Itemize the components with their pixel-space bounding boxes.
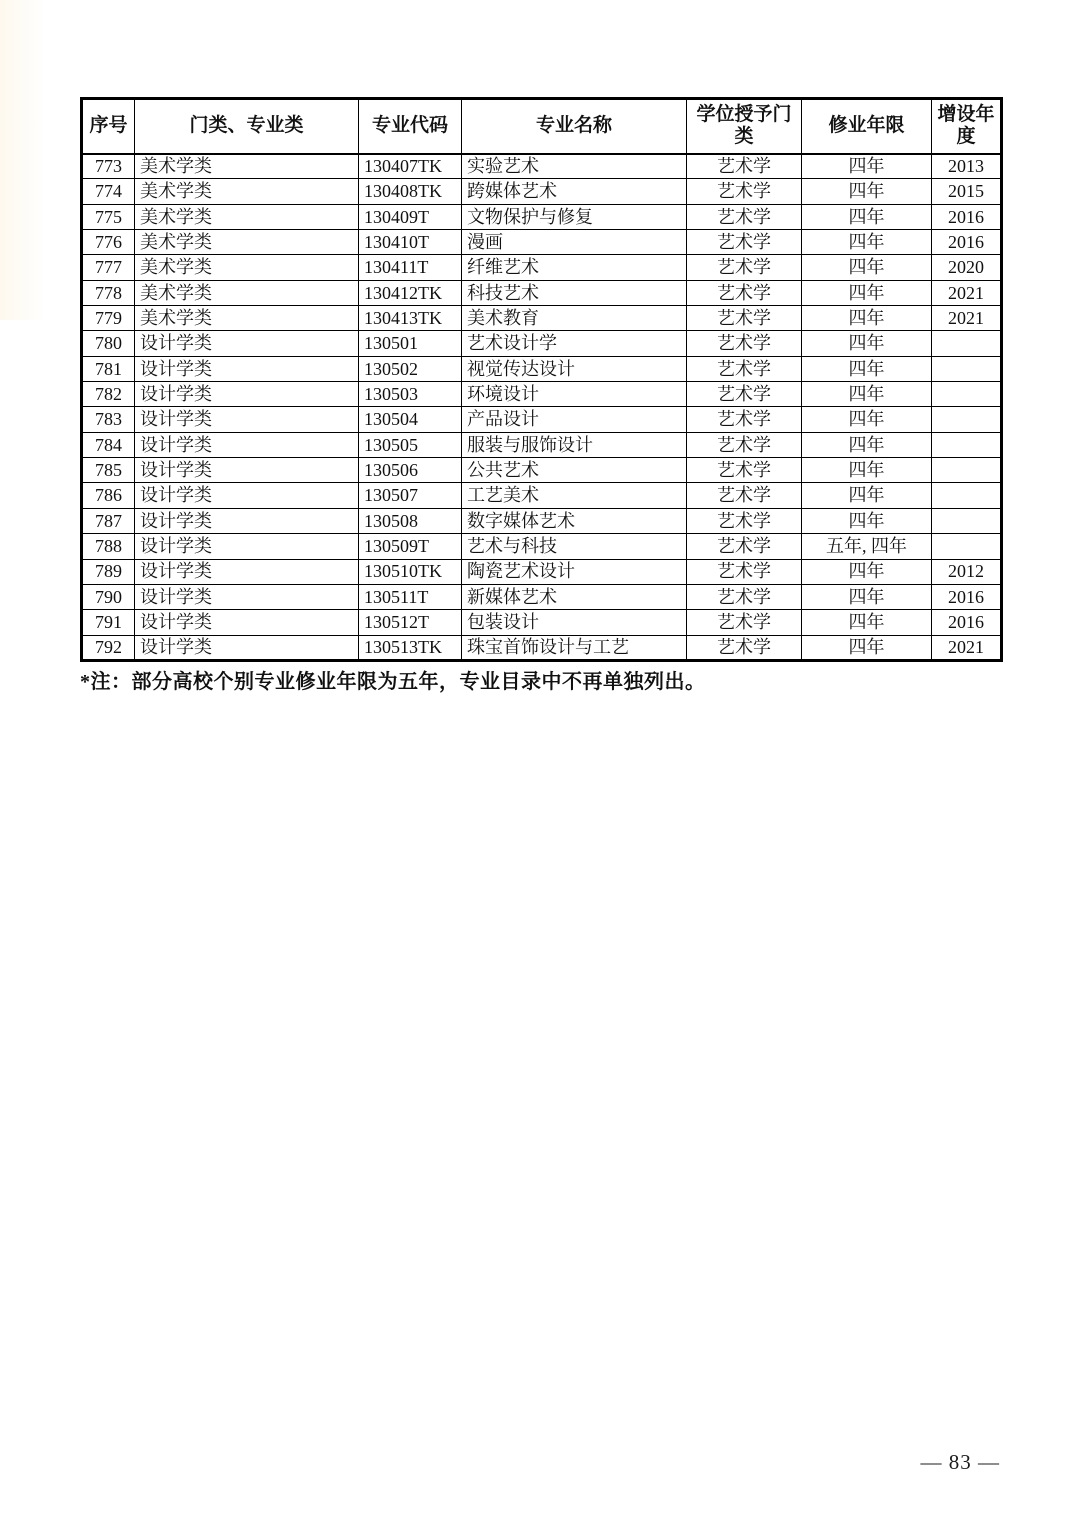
cell-degree: 艺术学 — [687, 432, 802, 457]
cell-code: 130504 — [359, 407, 462, 432]
cell-name: 公共艺术 — [462, 458, 687, 483]
cell-code: 130407TK — [359, 154, 462, 179]
table-header-row — [82, 99, 1002, 154]
table-row — [82, 534, 1002, 559]
cell-category: 设计学类 — [135, 534, 359, 559]
cell-category: 设计学类 — [135, 610, 359, 635]
cell-category: 设计学类 — [135, 382, 359, 407]
cell-degree: 艺术学 — [687, 508, 802, 533]
header-serial: 序号 — [82, 99, 135, 154]
cell-name: 艺术设计学 — [462, 331, 687, 356]
header-code: 专业代码 — [359, 99, 462, 154]
cell-code: 130505 — [359, 432, 462, 457]
cell-code: 130503 — [359, 382, 462, 407]
cell-no: 789 — [82, 559, 135, 584]
majors-table — [80, 97, 1003, 662]
cell-years: 四年 — [802, 407, 932, 432]
cell-years: 四年 — [802, 508, 932, 533]
cell-code: 130408TK — [359, 179, 462, 204]
header-year-added: 增设年度 — [932, 99, 1002, 154]
cell-year: 2016 — [932, 204, 1002, 229]
cell-year — [932, 483, 1002, 508]
cell-code: 130413TK — [359, 306, 462, 331]
cell-name: 服装与服饰设计 — [462, 432, 687, 457]
cell-years: 四年 — [802, 306, 932, 331]
header-years: 修业年限 — [802, 99, 932, 154]
cell-years: 四年 — [802, 382, 932, 407]
cell-name: 美术教育 — [462, 306, 687, 331]
cell-code: 130507 — [359, 483, 462, 508]
cell-name: 视觉传达设计 — [462, 356, 687, 381]
cell-year — [932, 508, 1002, 533]
cell-years: 四年 — [802, 584, 932, 609]
table-row — [82, 559, 1002, 584]
footnote: *注：部分高校个别专业修业年限为五年，专业目录中不再单独列出。 — [80, 671, 706, 693]
cell-year: 2013 — [932, 154, 1002, 179]
cell-code: 130508 — [359, 508, 462, 533]
cell-degree: 艺术学 — [687, 356, 802, 381]
cell-no: 778 — [82, 280, 135, 305]
cell-degree: 艺术学 — [687, 382, 802, 407]
cell-name: 产品设计 — [462, 407, 687, 432]
cell-years: 四年 — [802, 458, 932, 483]
cell-category: 设计学类 — [135, 432, 359, 457]
cell-years: 四年 — [802, 483, 932, 508]
table-row — [82, 635, 1002, 660]
cell-code: 130510TK — [359, 559, 462, 584]
cell-degree: 艺术学 — [687, 584, 802, 609]
cell-years: 四年 — [802, 559, 932, 584]
cell-year: 2015 — [932, 179, 1002, 204]
cell-no: 776 — [82, 230, 135, 255]
cell-years: 五年, 四年 — [802, 534, 932, 559]
cell-year: 2020 — [932, 255, 1002, 280]
cell-degree: 艺术学 — [687, 610, 802, 635]
cell-no: 791 — [82, 610, 135, 635]
cell-code: 130509T — [359, 534, 462, 559]
cell-code: 130513TK — [359, 635, 462, 660]
cell-year: 2016 — [932, 610, 1002, 635]
cell-category: 设计学类 — [135, 458, 359, 483]
table-row — [82, 306, 1002, 331]
cell-code: 130412TK — [359, 280, 462, 305]
cell-degree: 艺术学 — [687, 255, 802, 280]
table-row — [82, 255, 1002, 280]
header-name: 专业名称 — [462, 99, 687, 154]
header-degree: 学位授予门类 — [687, 99, 802, 154]
cell-name: 科技艺术 — [462, 280, 687, 305]
cell-year: 2012 — [932, 559, 1002, 584]
cell-no: 785 — [82, 458, 135, 483]
cell-years: 四年 — [802, 610, 932, 635]
cell-code: 130502 — [359, 356, 462, 381]
table-row — [82, 154, 1002, 179]
cell-name: 跨媒体艺术 — [462, 179, 687, 204]
table-row — [82, 331, 1002, 356]
cell-years: 四年 — [802, 154, 932, 179]
cell-category: 美术学类 — [135, 306, 359, 331]
cell-name: 文物保护与修复 — [462, 204, 687, 229]
table-row — [82, 610, 1002, 635]
table-row — [82, 584, 1002, 609]
cell-category: 设计学类 — [135, 483, 359, 508]
cell-category: 设计学类 — [135, 356, 359, 381]
cell-name: 工艺美术 — [462, 483, 687, 508]
cell-no: 784 — [82, 432, 135, 457]
table-row — [82, 204, 1002, 229]
cell-year: 2016 — [932, 230, 1002, 255]
cell-code: 130409T — [359, 204, 462, 229]
cell-degree: 艺术学 — [687, 331, 802, 356]
cell-degree: 艺术学 — [687, 635, 802, 660]
cell-name: 新媒体艺术 — [462, 584, 687, 609]
table-row — [82, 230, 1002, 255]
cell-category: 美术学类 — [135, 179, 359, 204]
cell-degree: 艺术学 — [687, 306, 802, 331]
cell-no: 775 — [82, 204, 135, 229]
table-row — [82, 179, 1002, 204]
cell-category: 设计学类 — [135, 331, 359, 356]
cell-years: 四年 — [802, 255, 932, 280]
cell-code: 130411T — [359, 255, 462, 280]
cell-degree: 艺术学 — [687, 280, 802, 305]
cell-degree: 艺术学 — [687, 204, 802, 229]
cell-name: 陶瓷艺术设计 — [462, 559, 687, 584]
cell-no: 788 — [82, 534, 135, 559]
cell-name: 漫画 — [462, 230, 687, 255]
cell-year — [932, 407, 1002, 432]
table-row — [82, 382, 1002, 407]
table-body — [82, 154, 1002, 661]
cell-category: 美术学类 — [135, 280, 359, 305]
cell-degree: 艺术学 — [687, 179, 802, 204]
cell-no: 773 — [82, 154, 135, 179]
cell-category: 设计学类 — [135, 559, 359, 584]
cell-category: 设计学类 — [135, 584, 359, 609]
cell-degree: 艺术学 — [687, 458, 802, 483]
cell-no: 779 — [82, 306, 135, 331]
cell-code: 130501 — [359, 331, 462, 356]
cell-no: 783 — [82, 407, 135, 432]
cell-year: 2021 — [932, 635, 1002, 660]
cell-degree: 艺术学 — [687, 534, 802, 559]
cell-code: 130512T — [359, 610, 462, 635]
cell-years: 四年 — [802, 280, 932, 305]
table-row — [82, 356, 1002, 381]
cell-no: 792 — [82, 635, 135, 660]
cell-degree: 艺术学 — [687, 559, 802, 584]
cell-degree: 艺术学 — [687, 407, 802, 432]
scan-edge-tint — [0, 0, 46, 320]
cell-category: 美术学类 — [135, 230, 359, 255]
cell-name: 艺术与科技 — [462, 534, 687, 559]
cell-year: 2021 — [932, 280, 1002, 305]
cell-no: 777 — [82, 255, 135, 280]
cell-years: 四年 — [802, 635, 932, 660]
cell-no: 790 — [82, 584, 135, 609]
page-number: — 83 — — [920, 1450, 1000, 1474]
table-row — [82, 407, 1002, 432]
cell-code: 130506 — [359, 458, 462, 483]
table-row — [82, 508, 1002, 533]
cell-name: 数字媒体艺术 — [462, 508, 687, 533]
cell-year: 2016 — [932, 584, 1002, 609]
cell-year — [932, 534, 1002, 559]
cell-years: 四年 — [802, 179, 932, 204]
cell-year — [932, 458, 1002, 483]
table-row — [82, 483, 1002, 508]
cell-year — [932, 331, 1002, 356]
cell-years: 四年 — [802, 204, 932, 229]
cell-category: 美术学类 — [135, 255, 359, 280]
cell-years: 四年 — [802, 432, 932, 457]
cell-name: 珠宝首饰设计与工艺 — [462, 635, 687, 660]
cell-degree: 艺术学 — [687, 154, 802, 179]
cell-name: 环境设计 — [462, 382, 687, 407]
cell-no: 787 — [82, 508, 135, 533]
cell-no: 781 — [82, 356, 135, 381]
cell-degree: 艺术学 — [687, 483, 802, 508]
table-row — [82, 432, 1002, 457]
cell-year — [932, 382, 1002, 407]
cell-category: 美术学类 — [135, 154, 359, 179]
cell-code: 130410T — [359, 230, 462, 255]
cell-code: 130511T — [359, 584, 462, 609]
cell-years: 四年 — [802, 356, 932, 381]
cell-name: 纤维艺术 — [462, 255, 687, 280]
cell-no: 780 — [82, 331, 135, 356]
cell-category: 美术学类 — [135, 204, 359, 229]
cell-name: 实验艺术 — [462, 154, 687, 179]
cell-category: 设计学类 — [135, 508, 359, 533]
cell-year — [932, 432, 1002, 457]
cell-category: 设计学类 — [135, 407, 359, 432]
cell-no: 786 — [82, 483, 135, 508]
cell-category: 设计学类 — [135, 635, 359, 660]
cell-year — [932, 356, 1002, 381]
cell-no: 774 — [82, 179, 135, 204]
header-category: 门类、专业类 — [135, 99, 359, 154]
cell-no: 782 — [82, 382, 135, 407]
cell-year: 2021 — [932, 306, 1002, 331]
cell-years: 四年 — [802, 230, 932, 255]
table-row — [82, 280, 1002, 305]
cell-years: 四年 — [802, 331, 932, 356]
cell-name: 包装设计 — [462, 610, 687, 635]
cell-degree: 艺术学 — [687, 230, 802, 255]
table-row — [82, 458, 1002, 483]
